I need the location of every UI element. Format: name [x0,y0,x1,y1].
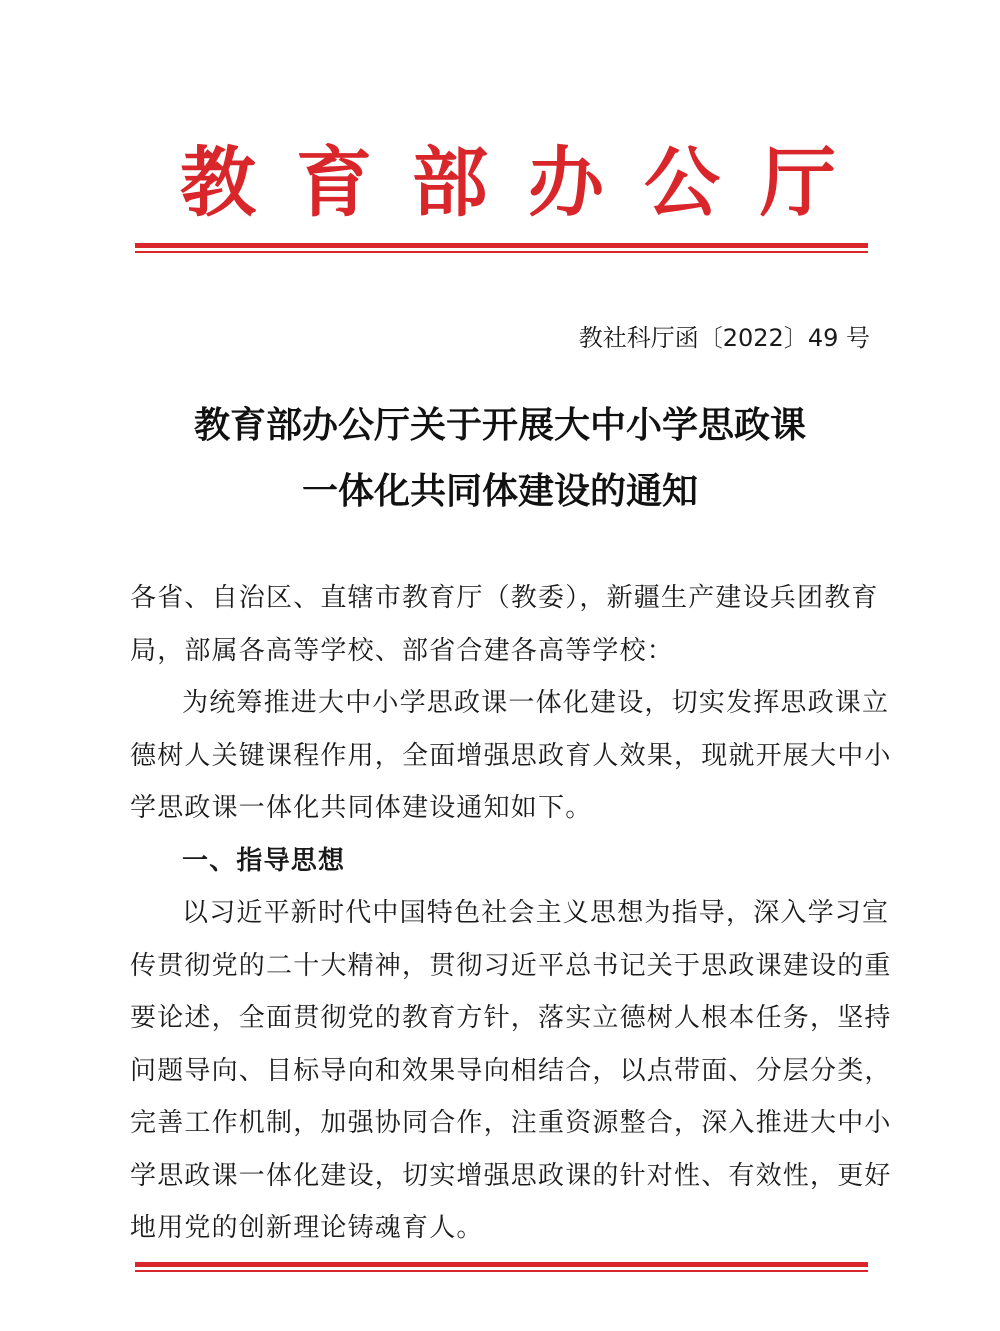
paragraph-2-line-5: 完善工作机制，加强协同合作，注重资源整合，深入推进大中小 [130,1108,892,1138]
footer-rule-thick [135,1262,868,1267]
paragraph-2-line-7: 地用党的创新理论铸魂育人。 [130,1213,484,1243]
paragraph-2-line-3: 要论述，全面贯彻党的教育方针，落实立德树人根本任务，坚持 [130,1003,892,1033]
document-title [130,392,870,524]
paragraph-2-line-4: 问题导向、目标导向和效果导向相结合，以点带面、分层分类， [130,1055,892,1086]
addressee-line-1: 各省、自治区、直辖市教育厅（教委），新疆生产建设兵团教育 [130,583,879,613]
header-rule-thin [135,251,868,253]
issuing-organization-title: 教育部办公厅 [180,138,876,227]
paragraph-1-line-2: 德树人关键课程作用，全面增强思政育人效果，现就开展大中小 [130,740,892,771]
paragraph-2-line-1: 以习近平新时代中国特色社会主义思想为指导，深入学习宣 [182,898,890,928]
document-number: 教社科厅函〔2022〕49 号 [578,324,870,352]
addressee-line-2: 局，部属各高等学校、部省合建各高等学校： [130,635,675,666]
header-red-rule [135,243,868,253]
section-1-heading: 一、指导思想 [182,845,346,876]
footer-red-rule [135,1262,868,1272]
document-title-line-1: 教育部办公厅关于开展大中小学思政课 [193,404,806,446]
footer-rule-thin [135,1270,868,1272]
paragraph-1-line-1: 为统筹推进大中小学思政课一体化建设，切实发挥思政课立 [182,688,890,718]
paragraph-1-line-3: 学思政课一体化共同体建设通知如下。 [130,793,593,823]
paragraph-2-line-2: 传贯彻党的二十大精神，贯彻习近平总书记关于思政课建设的重 [130,950,892,981]
document-title-line-2: 一体化共同体建设的通知 [301,470,698,512]
header-rule-thick [135,243,868,248]
paragraph-2-line-6: 学思政课一体化建设，切实增强思政课的针对性、有效性，更好 [130,1160,892,1191]
document-body [130,572,892,1255]
